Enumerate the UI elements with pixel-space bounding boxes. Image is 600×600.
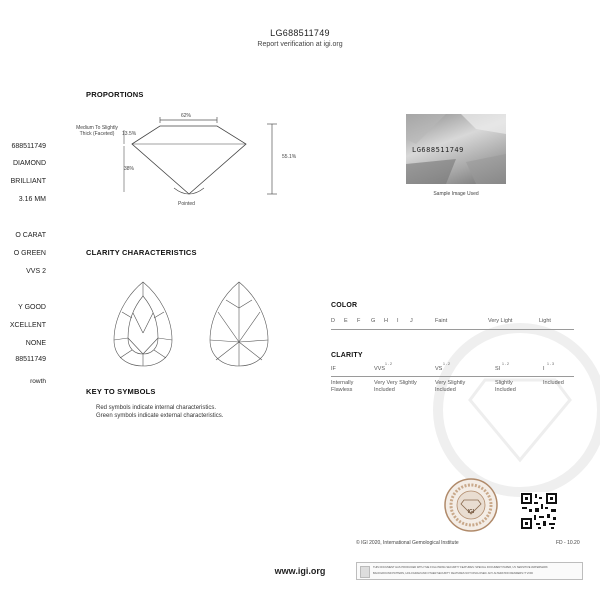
color-grade-i: I (397, 318, 399, 324)
left-value-report-no: 688511749 (11, 143, 46, 150)
copyright-note: © IGI 2020, International Gemological Institute (356, 540, 459, 546)
pavilion-percent: 38% (124, 166, 135, 172)
color-grade-f: F (357, 318, 361, 324)
clarity-scale-line (331, 376, 574, 377)
color-grade-j: J (410, 318, 413, 324)
clarity-scale-descriptions (331, 380, 581, 400)
proportions-diagram (74, 108, 297, 212)
culet-label: Pointed (178, 201, 195, 207)
left-value-shape: BRILLIANT (10, 178, 46, 185)
color-band-very-light: Very Light (488, 318, 513, 324)
girdle-label: Medium To Slightly Thick (Faceted) (76, 125, 118, 137)
form-code: FD - 10.20 (556, 540, 580, 546)
color-grade-h: H (384, 318, 388, 324)
left-value-comments: rowth (30, 378, 46, 385)
color-band-light: Light (539, 318, 551, 324)
security-features-box (356, 562, 583, 580)
color-scale-grades (331, 318, 581, 328)
left-value-carat: O CARAT (15, 232, 46, 239)
clarity-grade-si: SI (495, 366, 501, 372)
clarity-scale-title: CLARITY (331, 352, 363, 359)
clarity-grade-if: IF (331, 366, 336, 372)
security-icon (360, 566, 370, 578)
clarity-plot-diagrams (108, 278, 288, 370)
left-value-color: O GREEN (13, 250, 46, 257)
left-value-measurements: 3.16 MM (18, 196, 46, 203)
clarity-sup-i: 1 - 3 (547, 362, 555, 366)
clarity-sup-si: 1 - 2 (502, 362, 510, 366)
sample-photo (406, 114, 506, 184)
report-verification-note: Report verification at igi.org (257, 41, 343, 48)
clarity-grade-vvs: VVS (374, 366, 386, 372)
clarity-desc-si: Slightly Included (495, 380, 516, 393)
color-grade-e: E (344, 318, 348, 324)
left-value-clarity: VVS 2 (26, 268, 46, 275)
color-band-faint: Faint (435, 318, 448, 324)
key-external-note: Green symbols indicate external characteristics. (96, 413, 224, 419)
left-value-description: DIAMOND (12, 160, 46, 167)
igi-seal-graphic (444, 478, 498, 532)
qr-code[interactable] (520, 492, 558, 530)
website-link[interactable]: www.igi.org (274, 566, 326, 576)
key-to-symbols-title: KEY TO SYMBOLS (86, 387, 156, 396)
igi-seal (444, 478, 498, 532)
clarity-grade-vs: VS (435, 366, 443, 372)
pear-pavilion-view (210, 282, 268, 366)
clarity-desc-i: Included (543, 380, 564, 386)
key-internal-note: Red symbols indicate internal characteristics. (96, 405, 217, 411)
seal-text: IGI (467, 509, 475, 515)
color-scale-title: COLOR (331, 302, 358, 309)
proportions-title: PROPORTIONS (86, 90, 144, 99)
clarity-desc-vvs: Very Very Slightly Included (374, 380, 417, 393)
clarity-characteristics-title: CLARITY CHARACTERISTICS (86, 248, 197, 257)
clarity-sup-vs: 1 - 2 (443, 362, 451, 366)
left-value-inscription: 88511749 (15, 356, 46, 363)
clarity-desc-vs: Very Slightly Included (435, 380, 466, 393)
report-number: LG688511749 (270, 28, 330, 38)
left-value-polish: Y GOOD (18, 304, 46, 311)
photo-caption: Sample Image Used (433, 191, 479, 197)
color-grade-d: D (331, 318, 335, 324)
clarity-grade-i: I (543, 366, 545, 372)
pear-crown-view (114, 282, 172, 366)
clarity-scale-superscripts (331, 362, 581, 370)
table-percent: 62% (181, 113, 192, 119)
depth-percent: 55.1% (282, 154, 297, 160)
color-grade-g: G (371, 318, 376, 324)
clarity-sup-vvs: 1 - 2 (385, 362, 393, 366)
crown-percent: 13.5% (122, 131, 137, 137)
security-line-2: BACKGROUND PATTERN, HOLOGRAM AND OTHER SECURITY FEATURES NOT DISCLOSED. ANY ALTERATION RENDERS IT VOID (373, 572, 533, 575)
left-value-symmetry: XCELLENT (9, 322, 46, 329)
security-line-1: THIS DOCUMENT HAS PRODUCED WITH THE FOLLOWING SECURITY FEATURES: SPECIAL DOCUMENT PAPER, UV SENSITIVE WATERMARK (373, 566, 548, 569)
left-value-fluorescence: NONE (25, 340, 46, 347)
color-scale-line (331, 329, 574, 330)
photo-inscription: LG688511749 (412, 146, 464, 154)
clarity-desc-if: Internally Flawless (331, 380, 354, 393)
